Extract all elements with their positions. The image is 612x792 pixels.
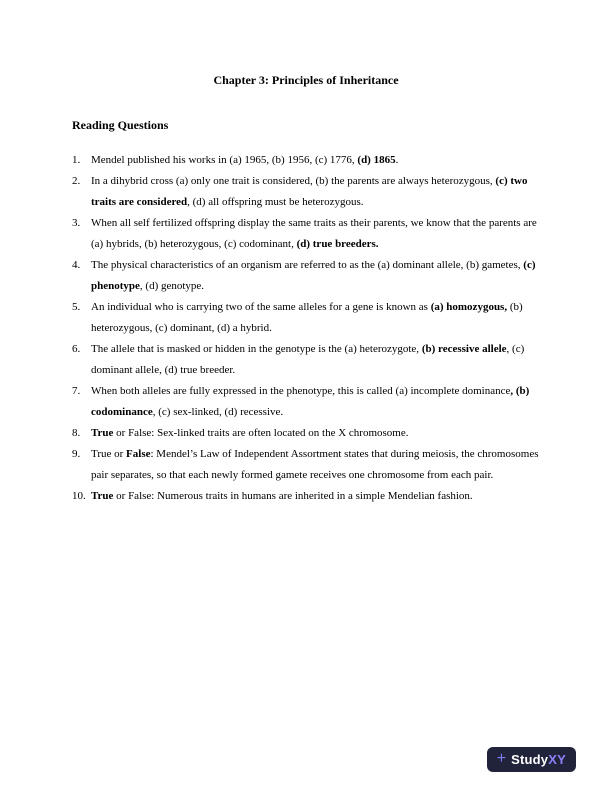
- question-number: 1.: [72, 154, 81, 166]
- question-item: [72, 297, 540, 339]
- question-item: [72, 255, 540, 297]
- section-heading: Reading Questions: [72, 118, 169, 132]
- question-text-segment: or False: Sex-linked traits are often located on the X chromosome.: [113, 427, 409, 439]
- question-text-segment: True: [91, 490, 114, 502]
- question-number: 7.: [72, 385, 81, 397]
- plus-icon: +: [496, 749, 507, 767]
- question-list: [72, 150, 540, 507]
- question-text-segment: : Mendel’s Law of Independent Assortment states that during meiosis, the chromosomes pair separates, so that each newly formed gamete receives one chromosome from each pair.: [91, 448, 539, 481]
- page-title: Chapter 3: Principles of Inheritance: [213, 73, 399, 87]
- question-text-segment: , (c) dominant allele, (d) true breeder.: [91, 343, 525, 376]
- question-number: 10.: [72, 490, 86, 502]
- logo-text-study: Study: [511, 752, 549, 767]
- question-text: [91, 213, 540, 255]
- question-text-segment: , (d) all offspring must be heterozygous.: [187, 196, 364, 208]
- question-text-segment: (a) homozygous,: [430, 301, 508, 313]
- question-text: [91, 255, 540, 297]
- question-text-segment: (d) true breeders.: [296, 238, 379, 250]
- question-text-segment: The allele that is masked or hidden in the genotype is the (a) heterozygote,: [91, 343, 422, 355]
- question-text-segment: , (b) codominance: [91, 385, 530, 418]
- question-text: [91, 486, 540, 507]
- question-text: [91, 297, 540, 339]
- studyxy-logo: [487, 747, 576, 772]
- question-text-segment: (d) 1865: [357, 154, 396, 166]
- question-item: [72, 213, 540, 255]
- question-text-segment: When both alleles are fully expressed in the phenotype, this is called (a) incomplete dominance: [91, 385, 511, 397]
- question-text: [91, 171, 540, 213]
- question-item: [72, 150, 540, 171]
- question-item: [72, 171, 540, 213]
- question-number: 6.: [72, 343, 81, 355]
- question-text: [91, 339, 540, 381]
- question-text-segment: or False: Numerous traits in humans are inherited in a simple Mendelian fashion.: [113, 490, 473, 502]
- question-text-segment: In a dihybrid cross (a) only one trait is considered, (b) the parents are always heterozygous,: [91, 175, 496, 187]
- question-number: 9.: [72, 448, 81, 460]
- question-text-segment: , (c) sex-linked, (d) recessive.: [152, 406, 284, 418]
- question-text-segment: When all self fertilized offspring display the same traits as their parents, we know that the parents are (a) hybrids, (b) heterozygous, (c) codominant,: [91, 217, 537, 250]
- question-text-segment: The physical characteristics of an organism are referred to as the (a) dominant allele, (b) gametes,: [91, 259, 524, 271]
- question-number: 4.: [72, 259, 81, 271]
- question-text: [91, 381, 540, 423]
- question-item: [72, 381, 540, 423]
- question-text: [91, 423, 540, 444]
- question-number: 3.: [72, 217, 81, 229]
- question-text-segment: True: [91, 427, 114, 439]
- question-text-segment: (b) recessive allele: [421, 343, 507, 355]
- question-text-segment: False: [126, 448, 151, 460]
- question-item: [72, 486, 540, 507]
- question-item: [72, 339, 540, 381]
- question-text: [91, 150, 540, 171]
- question-number: 5.: [72, 301, 81, 313]
- question-text-segment: , (d) genotype.: [139, 280, 205, 292]
- question-text-segment: (b) heterozygous, (c) dominant, (d) a hybrid.: [91, 301, 523, 334]
- question-text: [91, 444, 540, 486]
- question-number: 8.: [72, 427, 81, 439]
- question-text-segment: An individual who is carrying two of the same alleles for a gene is known as: [91, 301, 431, 313]
- question-item: [72, 444, 540, 486]
- logo-text-xy: XY: [548, 752, 566, 767]
- question-text-segment: (c) phenotype: [91, 259, 536, 292]
- question-number: 2.: [72, 175, 81, 187]
- question-item: [72, 423, 540, 444]
- question-text-segment: (c) two traits are considered: [91, 175, 528, 208]
- question-text-segment: Mendel published his works in (a) 1965, (b) 1956, (c) 1776,: [91, 154, 358, 166]
- question-text-segment: .: [395, 154, 399, 166]
- question-text-segment: True or: [91, 448, 127, 460]
